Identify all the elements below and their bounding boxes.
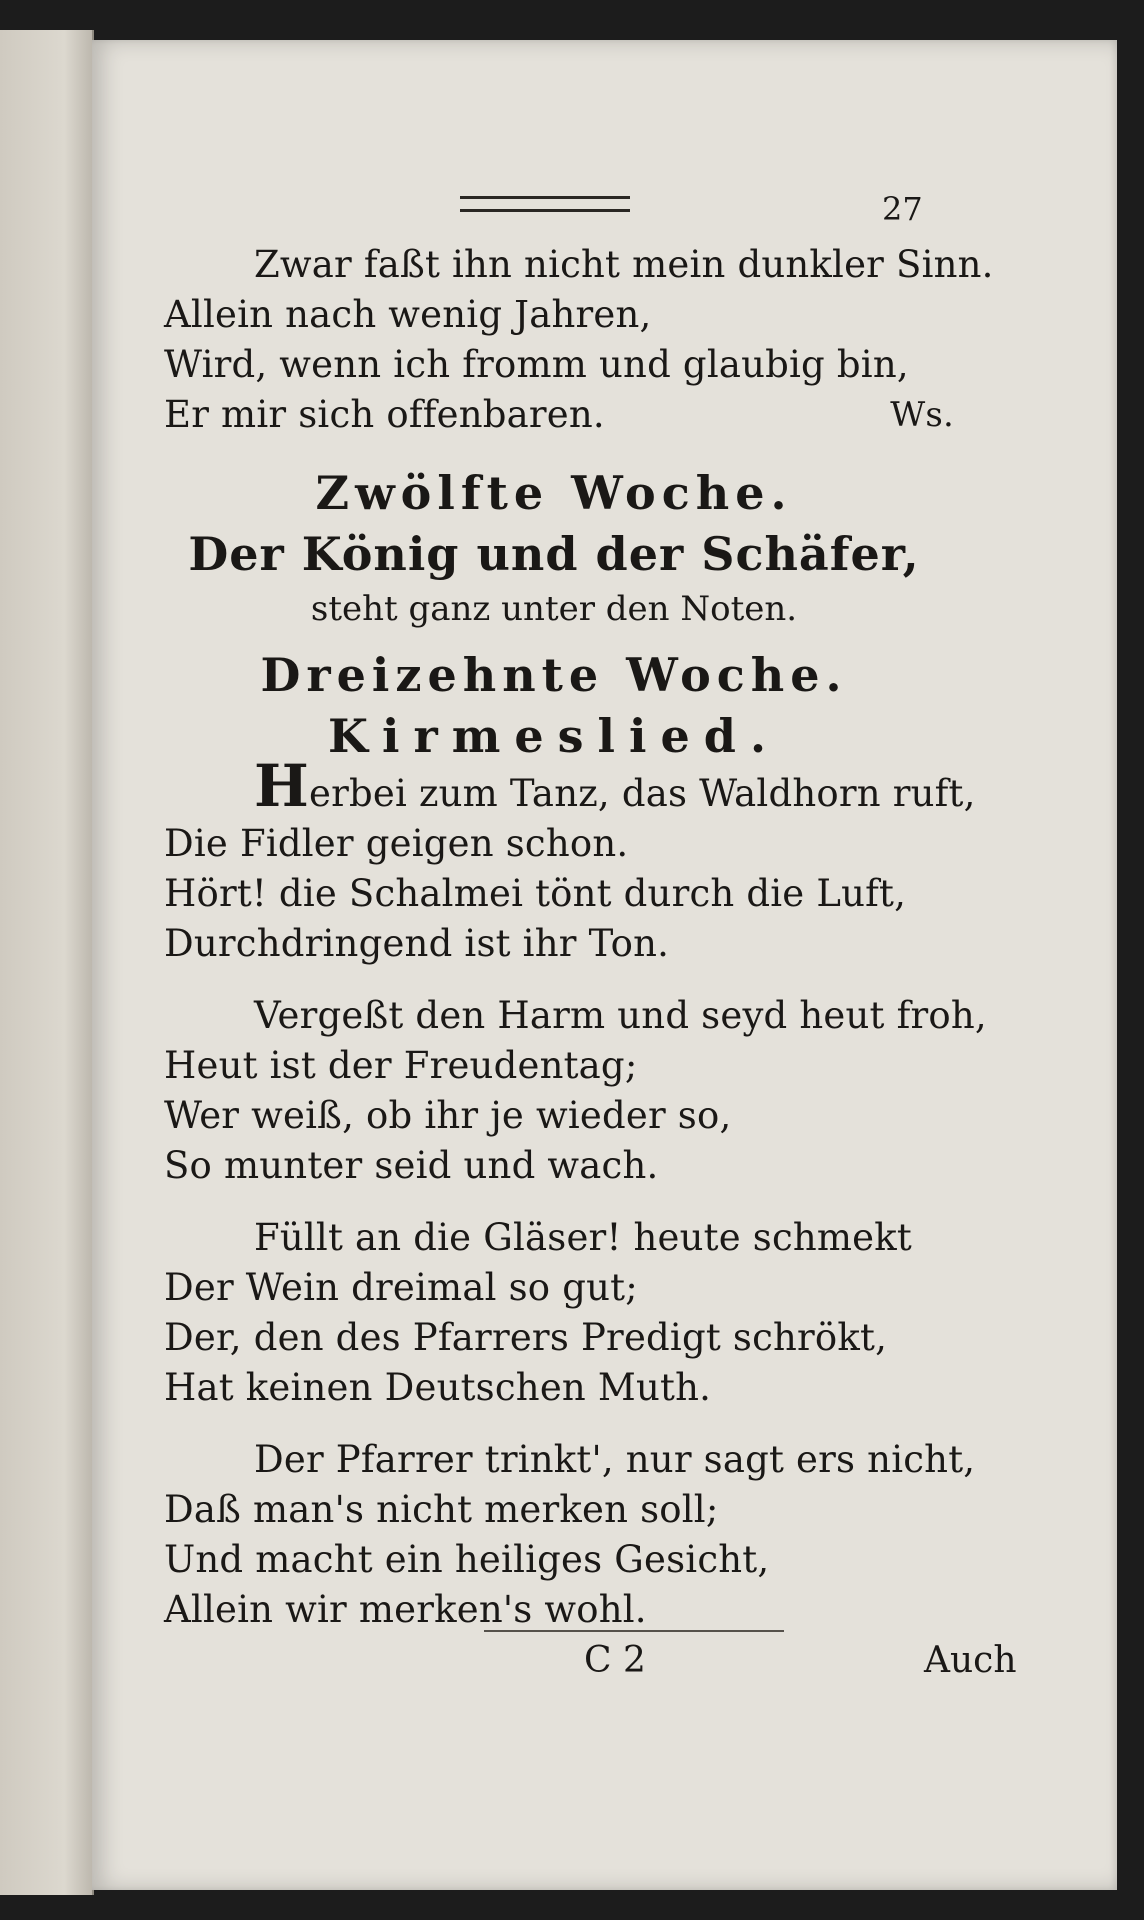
verse-line: Allein wir merken's wohl. <box>164 1588 647 1631</box>
verse-line-text: Er mir sich offenbaren. <box>164 393 605 436</box>
header-rule <box>460 196 630 212</box>
verse-line: Und macht ein heiliges Gesicht, <box>164 1538 770 1581</box>
page-number: 27 <box>882 190 923 228</box>
verse-line: Heut ist der Freudentag; <box>164 1044 638 1087</box>
song-title: Kirmeslied. <box>328 709 780 763</box>
closing-verse <box>164 240 1014 440</box>
verse-line: Daß man's nicht merken soll; <box>164 1488 719 1531</box>
verse-line: Der Pfarrer trinkt', nur sagt ers nicht, <box>254 1438 976 1481</box>
footer-rule <box>484 1630 784 1632</box>
song-title: Der König und der Schäfer, <box>188 527 920 581</box>
week-heading: Zwölfte Woche. <box>315 466 793 520</box>
facing-page-edge <box>0 30 94 1895</box>
stanza <box>164 991 1014 1191</box>
verse-line: Der, den des Pfarrers Predigt schrökt, <box>164 1316 888 1359</box>
verse-line: Hört! die Schalmei tönt durch die Luft, <box>164 872 907 915</box>
page-text <box>164 240 1014 1657</box>
verse-line: Durchdringend ist ihr Ton. <box>164 922 670 965</box>
signature-mark: C 2 <box>584 1640 646 1681</box>
song-note: steht ganz unter den Noten. <box>310 589 798 629</box>
verse-line <box>164 390 1014 440</box>
verse-line <box>164 752 1014 820</box>
verse-line: Allein nach wenig Jahren, <box>164 293 652 336</box>
stanza <box>164 1435 1014 1635</box>
verse-line: Die Fidler geigen schon. <box>164 822 629 865</box>
verse-line: Der Wein dreimal so gut; <box>164 1266 638 1309</box>
verse-line: Zwar faßt ihn nicht mein dunkler Sinn. <box>254 243 994 286</box>
book-page <box>92 40 1117 1890</box>
verse-line: So munter seid und wach. <box>164 1144 659 1187</box>
verse-line: Wer weiß, ob ihr je wieder so, <box>164 1094 732 1137</box>
stanza <box>164 1213 1014 1413</box>
verse-line-text: erbei zum Tanz, das Waldhorn ruft, <box>309 772 976 815</box>
week-heading: Dreizehnte Woche. <box>260 648 848 702</box>
verse-line: Hat keinen Deutschen Muth. <box>164 1366 712 1409</box>
drop-capital: H <box>254 752 309 820</box>
stanza <box>164 752 1014 969</box>
verse-line: Wird, wenn ich fromm und glaubig bin, <box>164 343 909 386</box>
page-footer <box>164 1640 1017 1700</box>
verse-line: Füllt an die Gläser! heute schmekt <box>254 1216 912 1259</box>
verse-line: Vergeßt den Harm und seyd heut froh, <box>254 994 987 1037</box>
author-signature: Ws. <box>890 395 954 435</box>
catchword: Auch <box>924 1640 1017 1681</box>
